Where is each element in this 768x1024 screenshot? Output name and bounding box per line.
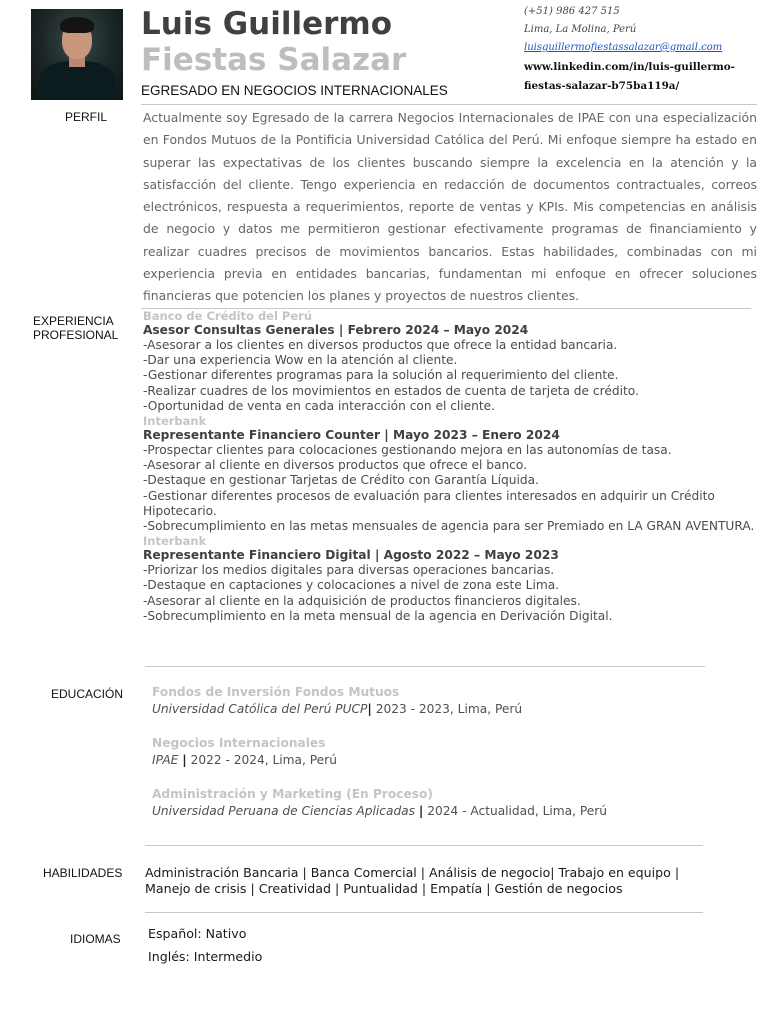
job-title: Representante Financiero Counter | Mayo 2023 – Enero 2024 (143, 428, 560, 443)
job-company: Banco de Crédito del Perú (143, 309, 313, 323)
education-list (152, 684, 712, 837)
headline: EGRESADO EN NEGOCIOS INTERNACIONALES (141, 83, 448, 98)
contact-email-link[interactable]: luisguillermofiestassalazar@gmail.com (524, 42, 723, 53)
divider-header (141, 104, 757, 105)
job-bullet: - Asesorar al cliente en la adquisición de productos financieros digitales. (143, 594, 755, 609)
job-bullet: - Sobrecumplimiento en las metas mensuales de agencia para ser Premiado en LA GRAN AVENTURA. (143, 519, 755, 534)
education-institution: Universidad Peruana de Ciencias Aplicadas (152, 804, 419, 818)
job-bullet: - Asesorar a los clientes en diversos productos que ofrece la entidad bancaria. (143, 338, 755, 353)
education-degree: Administración y Marketing (En Proceso) (152, 787, 433, 801)
job-title: Representante Financiero Digital | Agosto 2022 – Mayo 2023 (143, 548, 559, 563)
job-bullet: - Realizar cuadres de los movimientos en estados de cuenta de tarjeta de crédito. (143, 384, 755, 399)
job-bullet: - Destaque en gestionar Tarjetas de Crédito con Garantía Líquida. (143, 473, 755, 488)
skills-list: Administración Bancaria | Banca Comercial | Análisis de negocio| Trabajo en equipo | Manejo de crisis | Creatividad | Puntualidad | Empatía | Gestión de negocios (145, 865, 680, 896)
education-institution: Universidad Católica del Perú PUCP (152, 702, 368, 716)
job-bullet: - Priorizar los medios digitales para diversas operaciones bancarias. (143, 563, 755, 578)
job-bullet: - Gestionar diferentes programas para la solución al requerimiento del cliente. (143, 368, 755, 383)
education-details: 2022 - 2024, Lima, Perú (186, 753, 337, 767)
divider-experience (145, 666, 705, 667)
education-entry (152, 684, 712, 718)
job-bullet: - Dar una experiencia Wow en la atención al cliente. (143, 353, 755, 368)
divider-education (145, 845, 703, 846)
job-company: Interbank (143, 414, 207, 429)
education-degree: Fondos de Inversión Fondos Mutuos (152, 685, 400, 699)
education-separator: | (182, 753, 187, 767)
job-entry (143, 414, 755, 534)
education-separator: | (367, 702, 372, 716)
contact-location: Lima, La Molina, Perú (524, 24, 637, 35)
education-degree: Negocios Internacionales (152, 736, 326, 750)
job-bullet: - Asesorar al cliente en diversos productos que ofrece el banco. (143, 458, 755, 473)
section-label-profile: PERFIL (65, 110, 108, 124)
job-bullet: - Destaque en captaciones y colocaciones a nivel de zona este Lima. (143, 578, 755, 593)
experience-list (143, 309, 755, 624)
section-label-experience-line1: EXPERIENCIA (33, 314, 114, 328)
education-separator: | (418, 804, 424, 818)
language-item: Español: Nativo (148, 926, 247, 941)
contact-linkedin-link[interactable]: www.linkedin.com/in/luis-guillermo-fiestas-salazar-b75ba119a/ (524, 61, 735, 92)
contact-phone: (+51) 986 427 515 (524, 6, 620, 17)
job-bullet: - Sobrecumplimiento en la meta mensual de la agencia en Derivación Digital. (143, 609, 755, 624)
profile-summary: Actualmente soy Egresado de la carrera Negocios Internacionales de IPAE con una especialización en Fondos Mutuos de la Pontificia Universidad Católica del Perú. Mi enfoque siempre ha estado en superar las expectativas de los clientes buscando siempre la excelencia en la atención y la satisfacción del cliente. Tengo experiencia en redacción de documentos contractuales, correos electrónicos, respuesta a requerimientos, reporte de ventas y KPIs. Mis competencias en análisis de negocio y datos me permitieron gestionar efectivamente programas de financiamiento y realizar cuadres precisos de movimientos bancarios. Estas habilidades, combinadas con mi experiencia previa en entidades bancarias, fundamentan mi enfoque en ofrecer soluciones financieras que potencien los planes y proyectos de nuestros clientes. (143, 110, 757, 304)
divider-skills (145, 912, 703, 913)
section-label-experience (33, 314, 118, 342)
education-details: 2024 - Actualidad, Lima, Perú (423, 804, 608, 818)
education-institution: IPAE (152, 753, 183, 767)
education-entry (152, 786, 712, 820)
section-label-education: EDUCACIÓN (51, 687, 124, 701)
job-bullet: - Oportunidad de venta en cada interacción con el cliente. (143, 399, 755, 414)
job-entry (143, 309, 755, 414)
section-label-languages: IDIOMAS (70, 932, 121, 946)
last-name: Fiestas Salazar (141, 42, 407, 78)
education-entry (152, 735, 712, 769)
job-entry (143, 534, 755, 624)
education-line (152, 803, 712, 820)
job-company: Interbank (143, 534, 207, 549)
language-item: Inglés: Intermedio (148, 949, 263, 964)
education-details: 2023 - 2023, Lima, Perú (371, 702, 523, 716)
section-label-skills: HABILIDADES (43, 866, 123, 880)
job-title: Asesor Consultas Generales | Febrero 2024 – Mayo 2024 (143, 323, 529, 337)
education-line (152, 701, 712, 718)
job-bullet: - Gestionar diferentes procesos de evaluación para clientes interesados en adquirir un Crédito Hipotecario. (143, 489, 755, 519)
education-line (152, 752, 712, 769)
photo-hair-shape (60, 17, 94, 33)
section-label-experience-line2: PROFESIONAL (33, 328, 119, 342)
first-name: Luis Guillermo (141, 6, 392, 42)
profile-photo (31, 9, 123, 100)
job-bullet: - Prospectar clientes para colocaciones gestionando mejora en las autonomías de tasa. (143, 443, 755, 458)
